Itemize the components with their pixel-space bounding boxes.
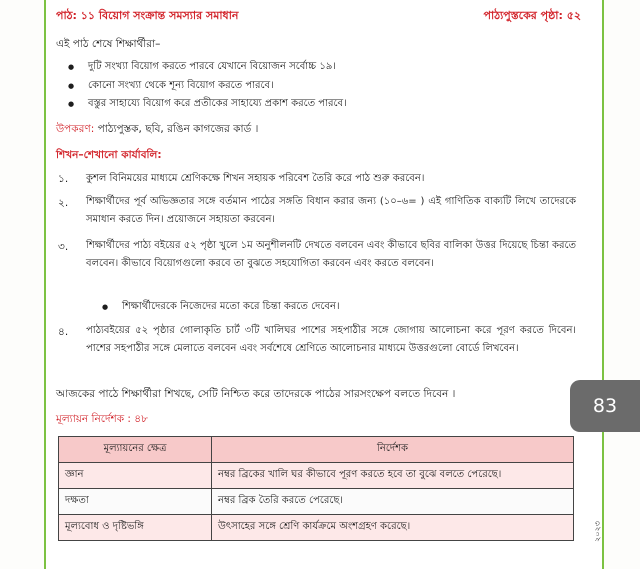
step-text: পাঠ্যবইয়ের ৫২ পৃষ্ঠার গোলাকৃতি চার্ট ৩টি খালিঘর পাশের সহপাঠীর সঙ্গে জোগায় আলোচনা করে পূরণ করতে দিবেন। পাশের সহপাঠীর সঙ্গে মেলাতে বলবেন এবং সর্বশেষে শ্রেণিতে আলোচনার মাধ্যমে উত্তরগুলো বোর্ডে লিখবেন।: [86, 325, 576, 354]
step-text: কুশল বিনিময়ের মাধ্যমে শ্রেণিকক্ষে শিখন সহায়ক পরিবেশ তৈরি করে পাঠ শুরু করবেন।: [86, 173, 425, 184]
step-number: ১.: [58, 173, 69, 185]
materials-text: পাঠ্যপুস্তক, ছবি, রঙিন কাগজের কার্ড ।: [97, 123, 259, 135]
assessment-title: মূল্যায়ন নির্দেশক : ৪৮: [56, 413, 148, 425]
table-row: [59, 463, 574, 489]
table-row: [59, 489, 574, 515]
table-header: মূল্যায়নের ক্ষেত্র: [59, 437, 212, 463]
table-cell: জ্ঞান: [59, 463, 212, 489]
step-text: শিক্ষার্থীদের পাঠ্য বইয়ের ৫২ পৃষ্ঠা খুলে ১ম অনুশীলনটি দেখতে বলবেন এবং কীভাবে ছবির বালিকা উত্তর দিয়েছে চিন্তা করতে বলবেন। কীভাবে বিয়োগগুলো করবে তা বুঝতে সহযোগিতা করবেন এবং করতে বলবেন।: [86, 240, 576, 269]
table-cell: উৎসাহের সঙ্গে শ্রেণি কার্যক্রমে অংশগ্রহণ করেছে।: [212, 515, 574, 541]
assessment-table: [58, 436, 574, 541]
step3-bullet: ● শিক্ষার্থীদেরকে নিজেদের মতো করে চিন্তা করতে দেবেন।: [122, 300, 340, 314]
page-number-badge[interactable]: 83: [570, 380, 640, 432]
table-cell: মূল্যবোধ ও দৃষ্টিভঙ্গি: [59, 515, 212, 541]
lesson-title: পাঠ: ১১ বিয়োগ সংক্রান্ত সমস্যার সমাধান: [56, 9, 239, 22]
objectives-intro: এই পাঠ শেষে শিক্ষার্থীরা–: [56, 38, 161, 50]
objective-item: ● দুটি সংখ্যা বিয়োগ করতে পারবে যেখানে বিয়োজন সর্বোচ্চ ১৯।: [88, 60, 336, 74]
table-cell: নম্বর ব্রিক তৈরি করতে পেরেছে।: [212, 489, 574, 515]
materials-label: উপকরণ:: [56, 123, 95, 135]
materials-line: [56, 122, 258, 136]
textbook-page-ref: পাঠ্যপুস্তকের পৃষ্ঠা: ৫২: [483, 9, 581, 22]
step-number: ৩.: [58, 241, 69, 253]
objective-item: ● কোনো সংখ্যা থেকে শূন্য বিয়োগ করতে পারবে।: [88, 79, 274, 93]
step-number: ৪.: [58, 326, 69, 338]
table-cell: নম্বর ব্রিকের খালি ঘর কীভাবে পূরণ করতে হবে তা বুঝে বলতে পেরেছে।: [212, 463, 574, 489]
summary-text: আজকের পাঠে শিক্ষার্থীরা শিখছে, সেটি নিশ্চিত করে তাদেরকে পাঠের সারসংক্ষেপ বলতে দিবেন ।: [56, 388, 456, 400]
objective-item: ● বস্তুর সাহায্যে বিয়োগ করে প্রতীকের সাহায্যে প্রকাশ করতে পারবে।: [88, 97, 347, 111]
activities-title: শিখন–শেখানো কার্যাবলি:: [56, 149, 162, 161]
side-page-number: ২০২৩: [592, 521, 602, 542]
table-header: নির্দেশক: [212, 437, 574, 463]
step-text: শিক্ষার্থীদের পূর্ব অভিজ্ঞতার সঙ্গে বর্তমান পাঠের সঙ্গতি বিধান করার জন্য (১০–৬= ) এই গাণিতিক বাক্যটি লিখে তাদেরকে সমাধান করতে দিন। প্রয়োজনে সহায়তা করবেন।: [86, 196, 576, 225]
step-number: ২.: [58, 197, 69, 209]
table-cell: দক্ষতা: [59, 489, 212, 515]
table-row: [59, 515, 574, 541]
